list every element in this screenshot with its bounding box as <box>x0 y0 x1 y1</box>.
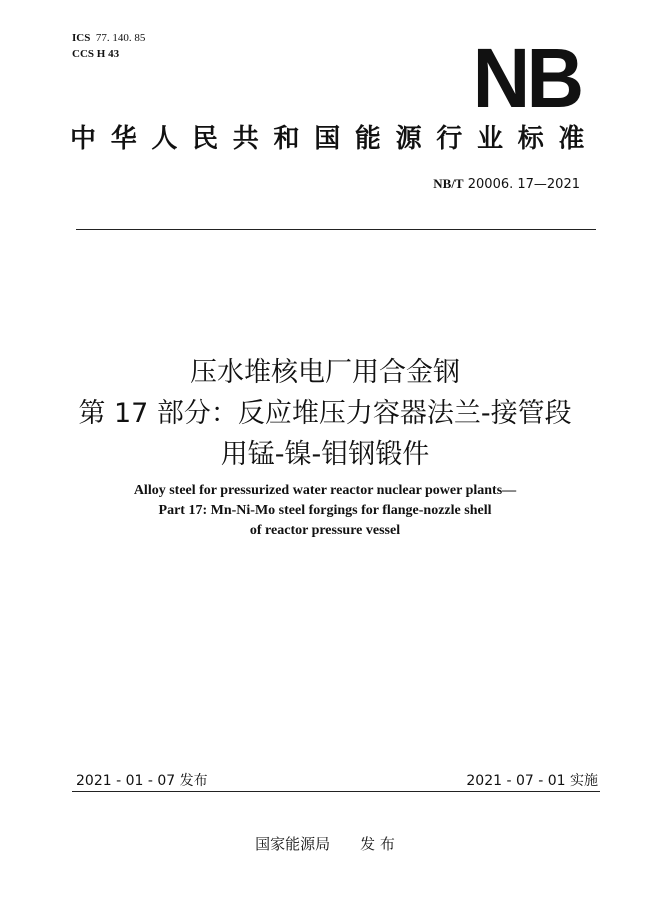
ics-label: ICS <box>72 32 91 44</box>
ics-code <box>72 30 145 46</box>
ics-value: 77. 140. 85 <box>95 32 146 44</box>
chinese-title-line-3: 用锰-镍-钼钢锻件 <box>220 439 430 470</box>
implementation-date: 2021 - 07 - 01 实施 <box>466 773 598 789</box>
issuer <box>0 834 650 854</box>
english-title-line-3: of reactor pressure vessel <box>249 523 401 538</box>
chinese-title-line-2: 第 17 部分：反应堆压力容器法兰-接管段 <box>78 398 572 429</box>
standard-category-title: 中华人民共和国能源行业标准 <box>70 124 600 154</box>
bottom-divider <box>72 791 600 792</box>
english-title-line-1: Alloy steel for pressurized water reactor nuclear power plants— <box>133 483 517 498</box>
chinese-title <box>0 352 650 475</box>
english-title <box>0 481 650 541</box>
standard-number-value: 20006. 17—2021 <box>467 177 580 192</box>
issue-date: 2021 - 01 - 07 发布 <box>76 773 208 789</box>
issuer-organization: 国家能源局 <box>255 835 331 853</box>
issuer-action: 发 布 <box>360 835 395 853</box>
standard-number <box>433 176 580 193</box>
ccs-label: CCS <box>72 48 95 60</box>
top-divider <box>76 229 596 230</box>
chinese-title-line-1: 压水堆核电厂用合金钢 <box>190 357 460 388</box>
standard-number-prefix: NB/T <box>433 176 464 191</box>
nb-logo: NB <box>472 31 580 125</box>
english-title-line-2: Part 17: Mn-Ni-Mo steel forgings for flange-nozzle shell <box>158 503 492 518</box>
classification-codes <box>72 30 145 62</box>
ccs-code <box>72 46 145 62</box>
ccs-value: H 43 <box>96 48 120 60</box>
